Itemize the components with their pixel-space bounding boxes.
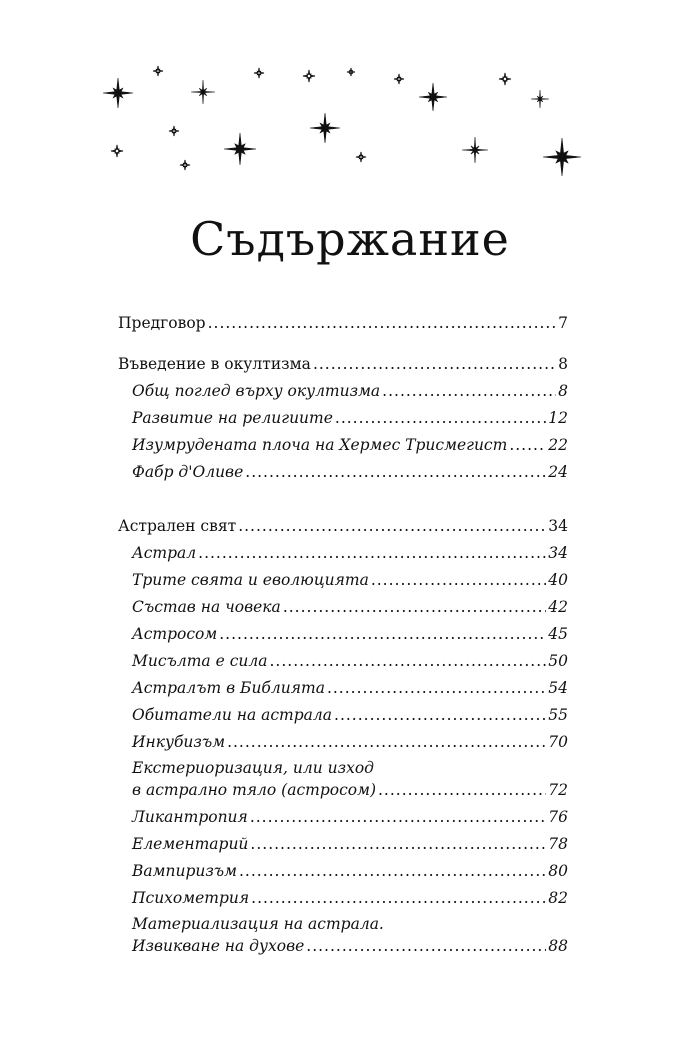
toc-page-number: 50 — [548, 652, 568, 670]
toc-subentry[interactable] — [118, 401, 568, 428]
toc-entry-label: Екстериоризация, или изход — [132, 759, 374, 777]
dot-leader — [313, 354, 556, 374]
dot-leader — [227, 732, 546, 752]
toc-page-number: 7 — [558, 314, 568, 332]
dot-leader — [334, 705, 546, 725]
star-icon — [224, 133, 256, 165]
dot-leader — [198, 543, 546, 563]
dot-leader — [251, 888, 546, 908]
toc-subentry[interactable] — [118, 800, 568, 827]
dot-leader — [378, 780, 546, 800]
toc-entry-label: Въведение в окултизма — [118, 355, 311, 373]
toc-subentry[interactable] — [118, 536, 568, 563]
toc-page-number: 34 — [548, 517, 568, 535]
star-icon — [191, 80, 215, 104]
toc-entry[interactable] — [118, 908, 568, 956]
toc-entry-label: Елементарий — [132, 835, 249, 853]
table-of-contents — [118, 306, 568, 956]
toc-section[interactable] — [118, 509, 568, 536]
toc-entry-label: Вампиризъм — [132, 862, 237, 880]
toc-entry-label: Общ поглед върху окултизма — [132, 382, 381, 400]
toc-page-number: 45 — [548, 625, 568, 643]
toc-subentry[interactable] — [118, 455, 568, 482]
toc-page-number: 88 — [548, 937, 568, 955]
dot-leader — [208, 313, 557, 333]
toc-entry-label: Изумрудената плоча на Хермес Трисмегист — [132, 436, 508, 454]
star-icon — [180, 160, 190, 170]
dot-leader — [509, 435, 546, 455]
toc-subentry[interactable] — [118, 563, 568, 590]
toc-page-number: 72 — [548, 781, 568, 799]
toc-entry-label-continued: Извикване на духове — [132, 937, 305, 955]
star-icon — [531, 90, 549, 108]
toc-entry[interactable] — [118, 752, 568, 800]
star-icon — [303, 70, 315, 82]
star-icon — [356, 152, 366, 162]
star-icon — [499, 73, 511, 85]
toc-page-number: 82 — [548, 889, 568, 907]
star-icon — [394, 74, 404, 84]
dot-leader — [335, 408, 546, 428]
toc-subentry[interactable] — [118, 827, 568, 854]
toc-entry-label: Инкубизъм — [132, 733, 226, 751]
toc-entry-label: Предговор — [118, 314, 206, 332]
toc-section[interactable] — [118, 306, 568, 333]
toc-subentry[interactable] — [118, 671, 568, 698]
dot-leader — [283, 597, 546, 617]
toc-page-number: 12 — [548, 409, 568, 427]
dot-leader — [327, 678, 546, 698]
toc-page-number: 55 — [548, 706, 568, 724]
toc-subentry[interactable] — [118, 698, 568, 725]
toc-entry-label: Мисълта е сила — [132, 652, 268, 670]
toc-entry-label: Астралът в Библията — [132, 679, 325, 697]
page-title: Съдържание — [190, 212, 510, 266]
star-icon — [462, 137, 488, 163]
star-decoration — [0, 0, 700, 200]
toc-entry-label: Материализация на астрала. — [132, 915, 384, 933]
toc-subentry[interactable] — [118, 881, 568, 908]
toc-subentry[interactable] — [118, 374, 568, 401]
toc-page-number: 78 — [548, 835, 568, 853]
star-icon — [153, 66, 163, 76]
dot-leader — [245, 462, 546, 482]
toc-subentry[interactable] — [118, 428, 568, 455]
toc-page-number: 8 — [558, 382, 568, 400]
toc-page-number: 24 — [548, 463, 568, 481]
toc-subentry[interactable] — [118, 644, 568, 671]
toc-entry-label: Фабр д'Оливе — [132, 463, 244, 481]
dot-leader — [306, 936, 546, 956]
toc-entry-label: Астрал — [132, 544, 197, 562]
star-icon — [103, 78, 133, 108]
toc-page-number: 34 — [548, 544, 568, 562]
dot-leader — [269, 651, 546, 671]
toc-section[interactable] — [118, 347, 568, 374]
toc-entry-label: Психометрия — [132, 889, 250, 907]
dot-leader — [371, 570, 546, 590]
toc-subentry[interactable] — [118, 617, 568, 644]
toc-page-number: 8 — [558, 355, 568, 373]
toc-entry-label: Астросом — [132, 625, 218, 643]
toc-entry-label-continued: в астрално тяло (астросом) — [132, 781, 376, 799]
toc-page-number: 54 — [548, 679, 568, 697]
toc-page-number: 40 — [548, 571, 568, 589]
toc-subentry[interactable] — [118, 725, 568, 752]
toc-page-number: 22 — [548, 436, 568, 454]
star-icon — [111, 145, 123, 157]
toc-entry-label: Състав на човека — [132, 598, 281, 616]
star-icon — [543, 138, 581, 176]
toc-entry-label: Ликантропия — [132, 808, 248, 826]
toc-entry-label: Трите свята и еволюцията — [132, 571, 369, 589]
star-icon — [347, 68, 355, 76]
toc-subentry[interactable] — [118, 590, 568, 617]
star-icon — [419, 83, 447, 111]
toc-entry-label: Астрален свят — [118, 517, 237, 535]
toc-page-number: 70 — [548, 733, 568, 751]
toc-entry-label: Развитие на религиите — [132, 409, 333, 427]
toc-page-number: 42 — [548, 598, 568, 616]
star-icon — [169, 126, 179, 136]
star-icon — [254, 68, 264, 78]
dot-leader — [219, 624, 546, 644]
toc-subentry[interactable] — [118, 854, 568, 881]
toc-page-number: 80 — [548, 862, 568, 880]
dot-leader — [382, 381, 556, 401]
toc-page-number: 76 — [548, 808, 568, 826]
dot-leader — [239, 861, 546, 881]
toc-entry-label: Обитатели на астрала — [132, 706, 333, 724]
star-icon — [310, 113, 340, 143]
dot-leader — [250, 834, 546, 854]
dot-leader — [238, 516, 546, 536]
dot-leader — [250, 807, 546, 827]
